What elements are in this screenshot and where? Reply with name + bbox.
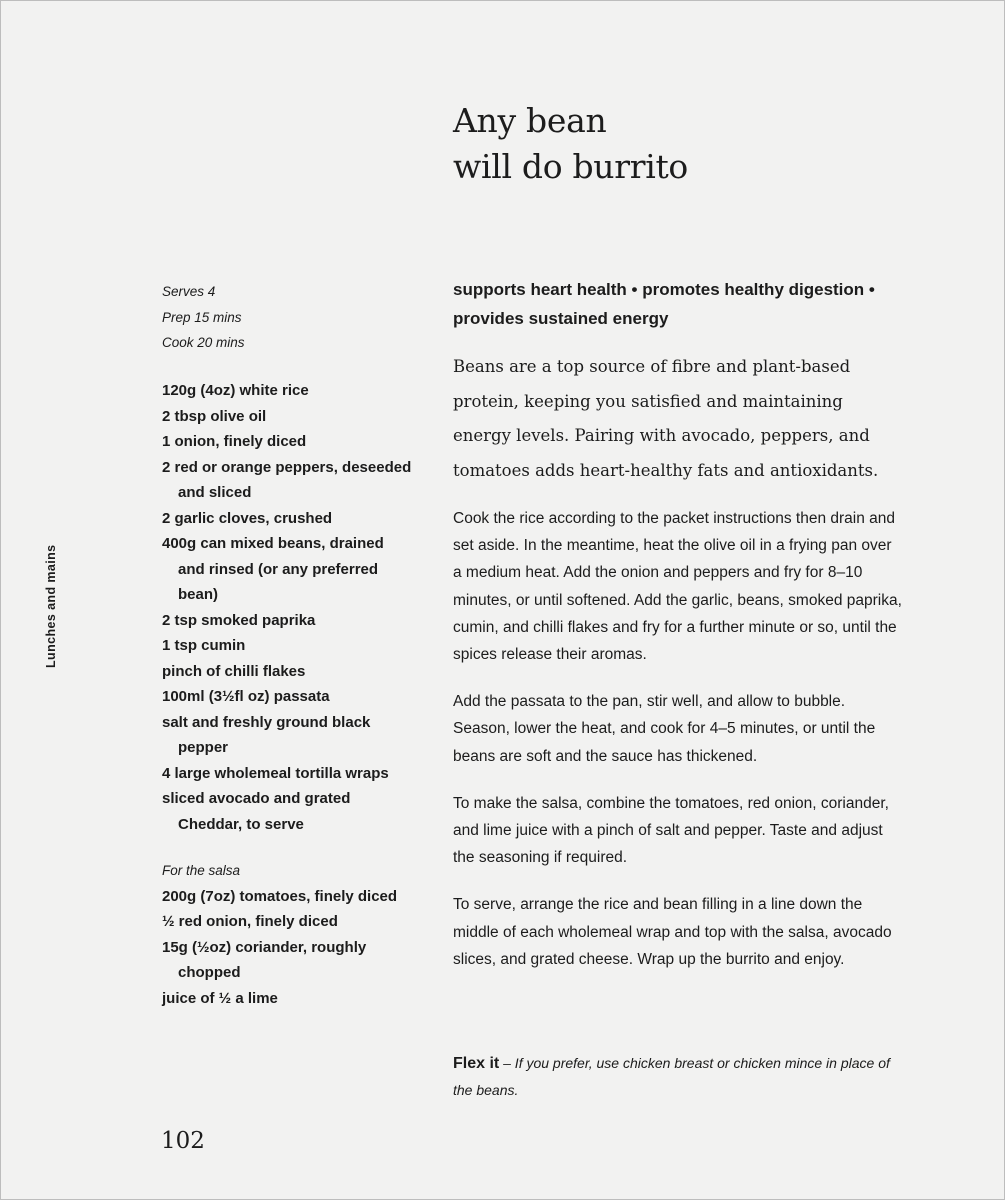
ingredient-item: 1 tsp cumin [162, 637, 246, 654]
title-line-2: will do burrito [453, 147, 688, 186]
ingredient-item: 400g can mixed beans, drained and rinsed (or any preferred bean) [162, 535, 384, 603]
ingredient-item: 2 tbsp olive oil [162, 407, 267, 425]
ingredient-item: 2 garlic cloves, crushed [162, 509, 333, 527]
salsa-ingredient-item: ½ red onion, finely diced [162, 913, 338, 930]
salsa-ingredient-item: juice of ½ a lime [162, 989, 278, 1007]
ingredient-item: 2 tsp smoked paprika [162, 611, 316, 629]
ingredient-item: 120g (4oz) white rice [162, 382, 309, 399]
intro-paragraph: Beans are a top source of fibre and plant-based protein, keeping you satisfied and maintaining energy levels. Pairing with avocado, peppers, and tomatoes adds heart-healthy fats and antioxidants. [453, 357, 879, 481]
ingredient-item: 4 large wholemeal tortilla wraps [162, 764, 389, 782]
method-step-1: Cook the rice according to the packet instructions then drain and set aside. In the meantime, heat the olive oil in a frying pan over a medium heat. Add the onion and peppers and fry for 8–10 minutes, or until softened. Add the garlic, beans, smoked paprika, cumin, and chilli flakes and fry for a further minute or so, until the spices release their aromas. [453, 510, 902, 664]
method-step-2: Add the passata to the pan, stir well, and allow to bubble. Season, lower the heat, and cook for 4–5 minutes, or until the beans are soft and the sauce has thickened. [453, 693, 876, 765]
method-steps [453, 505, 903, 993]
flex-tip-text: – If you prefer, use chicken breast or chicken mince in place of the beans. [453, 1055, 890, 1098]
title-line-1: Any bean [453, 101, 607, 140]
ingredient-item: sliced avocado and grated Cheddar, to serve [162, 790, 351, 833]
ingredient-list [162, 378, 412, 1011]
health-benefits: supports heart health • promotes healthy digestion • provides sustained energy [453, 280, 875, 328]
cook-time: Cook 20 mins [162, 335, 245, 350]
flex-tip-title: Flex it [453, 1055, 500, 1072]
recipe-title [453, 98, 688, 190]
ingredient-item: 1 onion, finely diced [162, 433, 307, 450]
prep-time: Prep 15 mins [162, 309, 242, 325]
flex-tip [453, 1050, 903, 1104]
salsa-heading: For the salsa [162, 863, 241, 878]
page-number: 102 [161, 1128, 205, 1154]
section-label: Lunches and mains [44, 544, 58, 668]
method-step-3: To make the salsa, combine the tomatoes, red onion, coriander, and lime juice with a pinch of salt and pepper. Taste and adjust the seasoning if required. [453, 794, 889, 867]
serves: Serves 4 [162, 284, 216, 299]
salsa-ingredient-item: 15g (½oz) coriander, roughly chopped [162, 938, 367, 981]
ingredient-item: pinch of chilli flakes [162, 662, 306, 680]
ingredient-item: 2 red or orange peppers, deseeded and sliced [162, 458, 412, 501]
ingredient-item: 100ml (3½fl oz) passata [162, 688, 330, 705]
ingredient-item: salt and freshly ground black pepper [162, 713, 371, 756]
recipe-meta [162, 279, 245, 356]
method-step-4: To serve, arrange the rice and bean filling in a line down the middle of each wholemeal wrap and top with the salsa, avocado slices, and grated cheese. Wrap up the burrito and enjoy. [453, 896, 892, 968]
salsa-ingredient-item: 200g (7oz) tomatoes, finely diced [162, 887, 398, 905]
